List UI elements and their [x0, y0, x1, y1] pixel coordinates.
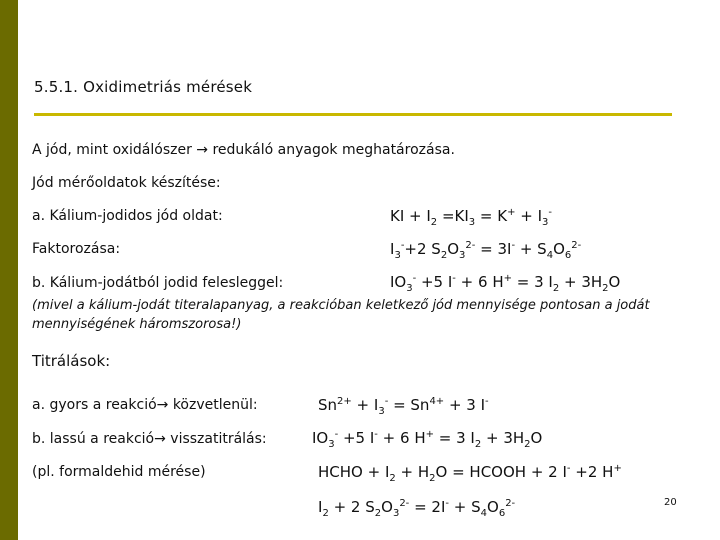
item-a-label: a. Kálium-jodidos jód oldat:	[32, 208, 223, 224]
titration-c-formula-1: HCHO + $I_2 + H_2O$ = HCOOH + 2 I- +2 H+	[318, 463, 622, 484]
item-b-formula: $IO_3^- +5$ I- + 6 H+ = 3 $I_2 + 3H_2O$	[390, 273, 621, 294]
prep-heading: Jód mérőoldatok készítése:	[32, 175, 221, 191]
item-b-label: b. Kálium-jodátból jodid felesleggel:	[32, 275, 284, 291]
titration-b-formula: $IO_3^- +5$ I- + 6 H+ = 3 $I_2 + 3H_2O$	[312, 429, 543, 450]
titration-a-formula: $Sn^{2+} + I_3^- = Sn^{4+} + 3$ I-	[318, 396, 489, 417]
item-a-formula: KI + $I_2 =KI_3 = K^+ + I_3^-$	[390, 207, 553, 228]
page-number: 20	[664, 497, 677, 508]
intro-text: A jód, mint oxidálószer → redukáló anyagok meghatározása.	[32, 142, 455, 158]
titration-b-label: b. lassú a reakció→ visszatitrálás:	[32, 431, 267, 447]
title-underline	[34, 113, 672, 116]
kio3-note: (mivel a kálium-jodát titeralapanyag, a reakcióban keletkező jód mennyisége pontosan a jodát mennyiségének háromszorosa!)	[32, 298, 650, 332]
factor-formula: $I_3^-+2$ $S_2O_3^{2-} = 3I^- + S_4O_6^{2-}$	[390, 240, 582, 261]
titration-c-formula-2: $I_2 + 2$ $S_2O_3^{2-} = 2I^- + S_4O_6^{2-}$	[318, 498, 516, 519]
titration-c-label: (pl. formaldehid mérése)	[32, 464, 206, 480]
factor-label: Faktorozása:	[32, 241, 121, 257]
titrations-heading: Titrálások:	[32, 352, 111, 370]
titration-a-label: a. gyors a reakció→ közvetlenül:	[32, 397, 258, 413]
slide-title: 5.5.1. Oxidimetriás mérések	[34, 78, 253, 96]
side-accent-bar	[0, 0, 18, 540]
